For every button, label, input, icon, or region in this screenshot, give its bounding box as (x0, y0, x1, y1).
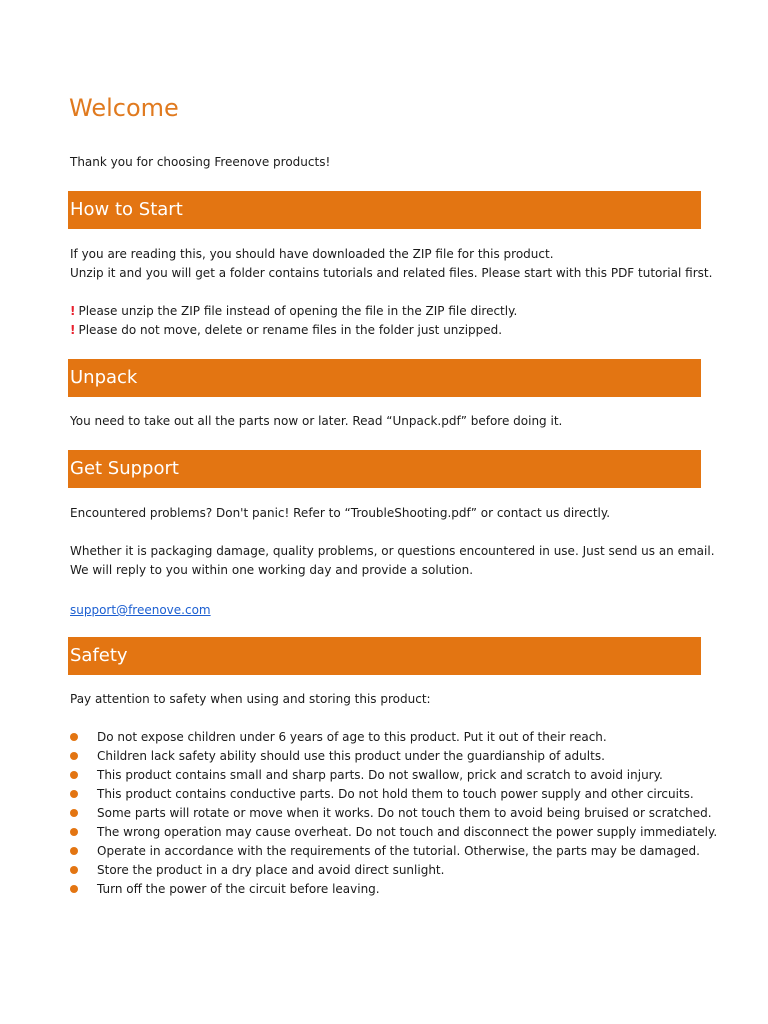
list-item (70, 747, 717, 766)
list-item (70, 785, 717, 804)
list-item-text: Store the product in a dry place and avoid direct sunlight. (97, 863, 445, 877)
paragraph: We will reply to you within one working day and provide a solution. (70, 563, 474, 577)
section-title: Safety (70, 645, 128, 666)
warning-item (70, 302, 517, 321)
list-item-text: Some parts will rotate or move when it works. Do not touch them to avoid being bruised or scratched. (97, 806, 712, 820)
safety-list (70, 728, 717, 899)
list-item-text: Children lack safety ability should use this product under the guardianship of adults. (97, 749, 605, 763)
unpack-text: You need to take out all the parts now or later. Read “Unpack.pdf” before doing it. (70, 414, 563, 428)
list-item-text: The wrong operation may cause overheat. Do not touch and disconnect the power supply immediately. (97, 825, 718, 839)
bullet-icon (70, 771, 78, 779)
warning-icon: ! (70, 304, 76, 318)
list-item-text: This product contains conductive parts. Do not hold them to touch power supply and other circuits. (97, 787, 694, 801)
list-item-text: Operate in accordance with the requirements of the tutorial. Otherwise, the parts may be damaged. (97, 844, 700, 858)
support-body (70, 542, 715, 580)
email-container (70, 599, 211, 620)
bullet-icon (70, 847, 78, 855)
how-to-start-body (70, 245, 712, 283)
warning-icon: ! (70, 323, 76, 337)
thanks-text: Thank you for choosing Freenove products! (70, 155, 331, 169)
bullet-icon (70, 733, 78, 741)
list-item (70, 766, 717, 785)
warning-text: Please do not move, delete or rename files in the folder just unzipped. (78, 323, 503, 337)
bullet-icon (70, 828, 78, 836)
support-email-link[interactable]: support@freenove.com (70, 603, 211, 617)
warning-list (70, 302, 517, 340)
section-title: Unpack (70, 367, 138, 388)
bullet-icon (70, 790, 78, 798)
list-item (70, 842, 717, 861)
list-item (70, 880, 717, 899)
list-item-text: Do not expose children under 6 years of age to this product. Put it out of their reach. (97, 730, 607, 744)
list-item (70, 823, 717, 842)
paragraph: Unzip it and you will get a folder contains tutorials and related files. Please start with this PDF tutorial first. (70, 266, 713, 280)
paragraph: If you are reading this, you should have downloaded the ZIP file for this product. (70, 247, 554, 261)
page-title: Welcome (69, 94, 179, 122)
list-item-text: This product contains small and sharp parts. Do not swallow, prick and scratch to avoid injury. (97, 768, 663, 782)
list-item (70, 804, 717, 823)
safety-intro: Pay attention to safety when using and storing this product: (70, 692, 431, 706)
list-item-text: Turn off the power of the circuit before leaving. (97, 882, 380, 896)
warning-item (70, 321, 517, 340)
section-header-get-support (68, 450, 701, 488)
list-item (70, 728, 717, 747)
section-header-unpack (68, 359, 701, 397)
section-header-how-to-start (68, 191, 701, 229)
section-header-safety (68, 637, 701, 675)
section-title: Get Support (70, 458, 179, 479)
bullet-icon (70, 809, 78, 817)
bullet-icon (70, 885, 78, 893)
list-item (70, 861, 717, 880)
support-text: Encountered problems? Don't panic! Refer to “TroubleShooting.pdf” or contact us directly. (70, 506, 611, 520)
bullet-icon (70, 866, 78, 874)
bullet-icon (70, 752, 78, 760)
warning-text: Please unzip the ZIP file instead of opening the file in the ZIP file directly. (78, 304, 518, 318)
section-title: How to Start (70, 199, 183, 220)
paragraph: Whether it is packaging damage, quality problems, or questions encountered in use. Just send us an email. (70, 544, 715, 558)
